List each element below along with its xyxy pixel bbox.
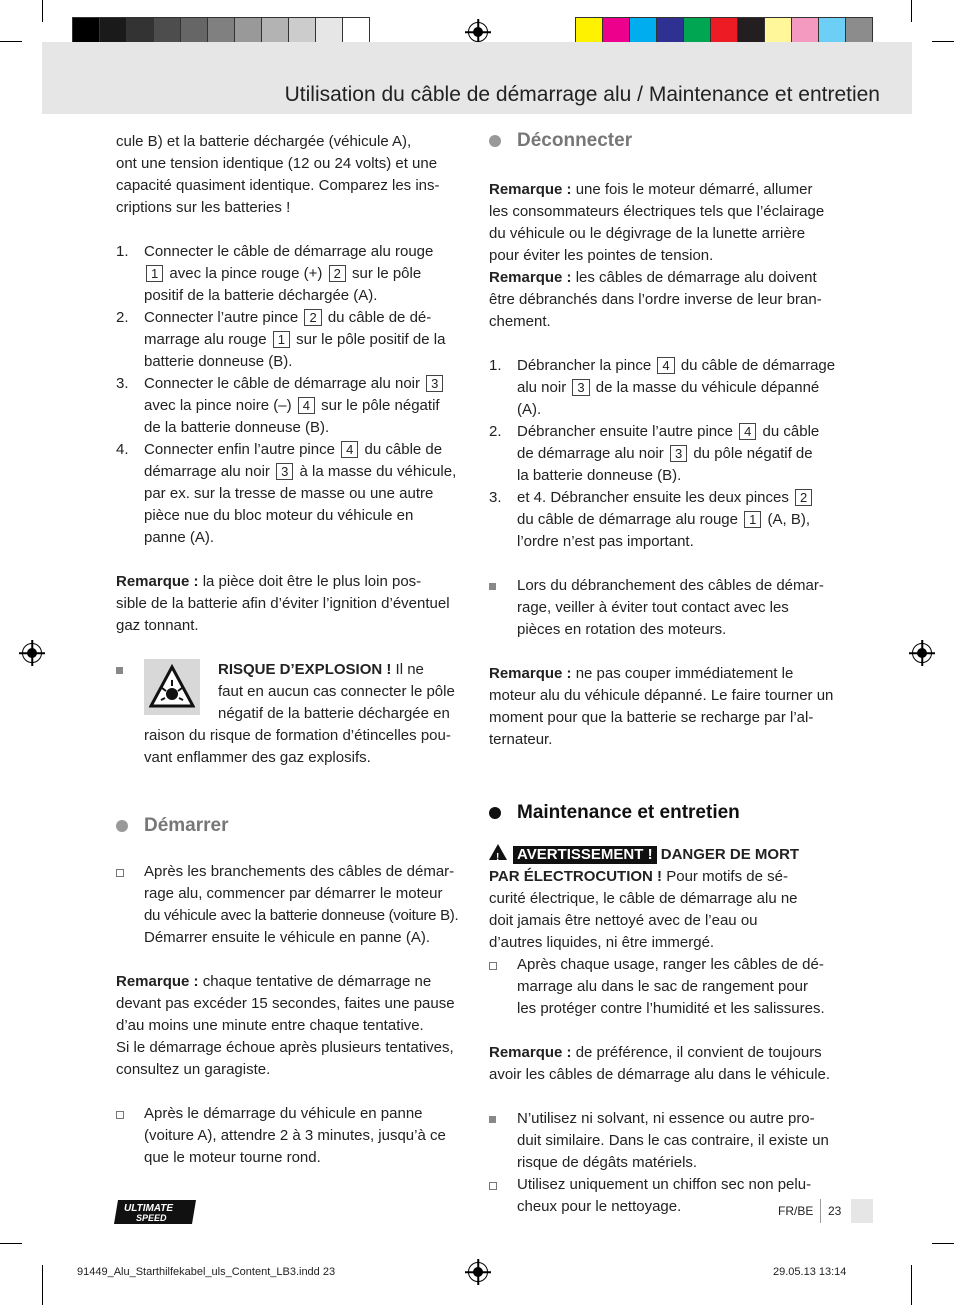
part-reference-box: 3 bbox=[276, 463, 293, 480]
text-line: Connecter l’autre pince 2 du câble de dé- bbox=[144, 309, 432, 326]
heading-dot-icon bbox=[489, 807, 501, 819]
explosion-hazard-icon bbox=[144, 659, 200, 715]
bullet-square-icon bbox=[489, 1116, 496, 1123]
part-reference-box: 2 bbox=[304, 309, 321, 326]
page-tab bbox=[851, 1199, 873, 1223]
list-number: 3. bbox=[489, 489, 502, 506]
page-number: 23 bbox=[828, 1204, 842, 1218]
list-number: 2. bbox=[116, 309, 129, 326]
text-line: positif de la batterie déchargée (A). bbox=[144, 287, 378, 304]
heading-dot-icon bbox=[489, 135, 501, 147]
list-item bbox=[489, 355, 841, 421]
text-line: alu noir 3 de la masse du véhicule dépanné (A). bbox=[517, 379, 820, 418]
registration-mark-icon bbox=[468, 22, 488, 42]
checkbox-square-icon bbox=[489, 962, 497, 970]
list-item bbox=[489, 487, 841, 553]
left-column bbox=[116, 131, 466, 1169]
text-line: avec la pince noire (–) 4 sur le pôle négatif bbox=[144, 397, 440, 414]
section-heading-demarrer: Démarrer bbox=[116, 813, 466, 839]
registration-mark-icon bbox=[22, 643, 42, 663]
registration-mark-icon bbox=[912, 643, 932, 663]
text-line: capacité quasiment identique. Comparez les ins- bbox=[116, 177, 440, 194]
language-code: FR/BE bbox=[778, 1204, 814, 1218]
list-item bbox=[116, 373, 466, 439]
text-line: criptions sur les batteries ! bbox=[116, 199, 291, 216]
part-reference-box: 2 bbox=[795, 489, 812, 506]
text-line: l’ordre n’est pas important. bbox=[517, 533, 694, 550]
note-paragraph: Remarque : une fois le moteur démarré, allumer les consommateurs électriques tels que l’éclairage du véhicule ou le dégivrage de la lunette arrière pour éviter les pointes de tension. bbox=[489, 181, 825, 264]
list-item: N’utilisez ni solvant, ni essence ou autre pro- duit similaire. Dans le cas contraire, il existe un risque de dégâts matériels. bbox=[489, 1108, 841, 1174]
note-paragraph: Remarque : ne pas couper immédiatement le moteur alu du véhicule dépanné. Le faire tourner un moment pour que la batterie se recharge par l’al- ternateur. bbox=[489, 665, 834, 748]
part-reference-box: 4 bbox=[341, 441, 358, 458]
list-item bbox=[116, 439, 466, 549]
section-heading-maintenance: Maintenance et entretien bbox=[489, 800, 841, 826]
text-line: du câble de démarrage alu rouge 1 (A, B), bbox=[517, 511, 811, 528]
list-item: Utilisez uniquement un chiffon sec non pelu- cheux pour le nettoyage. bbox=[489, 1174, 841, 1218]
part-reference-box: 4 bbox=[739, 423, 756, 440]
part-reference-box: 4 bbox=[298, 397, 315, 414]
bullet-square-icon bbox=[116, 667, 123, 674]
crop-mark bbox=[42, 0, 43, 22]
list-item bbox=[116, 241, 466, 307]
text-line: de la batterie donneuse (B). bbox=[144, 419, 330, 436]
list-number: 4. bbox=[116, 441, 129, 458]
text-line: panne (A). bbox=[144, 529, 215, 546]
file-name: 91449_Alu_Starthilfekabel_uls_Content_LB3.indd 23 bbox=[77, 1266, 336, 1278]
svg-text:SPEED: SPEED bbox=[136, 1213, 167, 1223]
part-reference-box: 1 bbox=[273, 331, 290, 348]
section-heading-deconnecter: Déconnecter bbox=[489, 128, 841, 154]
checkbox-square-icon bbox=[116, 869, 124, 877]
text-line: ont une tension identique (12 ou 24 volts) et une bbox=[116, 155, 438, 172]
text-line: cule B) et la batterie déchargée (véhicule A), bbox=[116, 133, 412, 150]
crop-mark bbox=[911, 1265, 912, 1305]
text-line: marrage alu rouge 1 sur le pôle positif de la bbox=[144, 331, 446, 348]
text-line: Débrancher la pince 4 du câble de démarrage bbox=[517, 357, 836, 374]
text-line: la batterie donneuse (B). bbox=[517, 467, 682, 484]
note-paragraph: Remarque : chaque tentative de démarrage ne devant pas excéder 15 secondes, faites une pause d’au moins une minute entre chaque tentative. Si le démarrage échoue après plusieurs tentatives, consultez un garagiste. bbox=[116, 973, 455, 1078]
crop-mark bbox=[0, 1243, 22, 1244]
heading-dot-icon bbox=[116, 820, 128, 832]
text-line: de démarrage alu noir 3 du pôle négatif de bbox=[517, 445, 813, 462]
explosion-warning: RISQUE D’EXPLOSION ! Il ne faut en aucun cas connecter le pôle négatif de la batterie déchargée en raison du risque de formation d’étincelles pou- vant enflammer des gaz explosifs. bbox=[116, 659, 466, 769]
disconnect-steps-list bbox=[489, 355, 841, 553]
print-date: 29.05.13 13:14 bbox=[773, 1266, 847, 1278]
list-number: 2. bbox=[489, 423, 502, 440]
list-number: 1. bbox=[116, 243, 129, 260]
text-line: Connecter le câble de démarrage alu noir 3 bbox=[144, 373, 466, 395]
brand-logo bbox=[112, 1198, 198, 1226]
text-line: démarrage alu noir 3 à la masse du véhicule, bbox=[144, 463, 457, 480]
text-line: Débrancher ensuite l’autre pince 4 du câble bbox=[517, 423, 820, 440]
list-item: Après chaque usage, ranger les câbles de dé- marrage alu dans le sac de rangement pour les protéger contre l’humidité et les salissures. bbox=[489, 954, 841, 1020]
right-column bbox=[489, 128, 841, 1218]
part-reference-box: 4 bbox=[657, 357, 674, 374]
part-reference-box: 3 bbox=[426, 375, 443, 392]
part-reference-box: 3 bbox=[572, 379, 589, 396]
part-reference-box: 3 bbox=[670, 445, 687, 462]
text-line: et 4. Débrancher ensuite les deux pinces 2 bbox=[517, 487, 841, 509]
crop-mark bbox=[932, 1243, 954, 1244]
checkbox-square-icon bbox=[489, 1182, 497, 1190]
svg-text:ULTIMATE: ULTIMATE bbox=[124, 1203, 174, 1214]
list-number: 1. bbox=[489, 357, 502, 374]
note-paragraph: Remarque : la pièce doit être le plus loin pos- sible de la batterie afin d’éviter l’ignition d’éventuel gaz tonnant. bbox=[116, 573, 450, 634]
list-number: 3. bbox=[116, 375, 129, 392]
footer-divider bbox=[820, 1199, 821, 1223]
part-reference-box: 1 bbox=[146, 265, 163, 282]
text-line: 1 avec la pince rouge (+) 2 sur le pôle bbox=[144, 263, 466, 285]
list-item: Après le démarrage du véhicule en panne (voiture A), attendre 2 à 3 minutes, jusqu’à ce que le moteur tourne rond. bbox=[116, 1103, 466, 1169]
text-line: Connecter le câble de démarrage alu rouge bbox=[144, 243, 434, 260]
connect-steps-list bbox=[116, 241, 466, 549]
list-item bbox=[489, 421, 841, 487]
warning-triangle-icon: ! bbox=[489, 844, 507, 860]
list-item bbox=[116, 307, 466, 373]
bullet-square-icon bbox=[489, 583, 496, 590]
crop-mark bbox=[911, 0, 912, 22]
warning-paragraph: ! AVERTISSEMENT ! DANGER DE MORT PAR ÉLECTROCUTION ! Pour motifs de sé- curité électrique, le câble de démarrage alu ne doit jamais être nettoyé avec de l’eau ou d’autres liquides, ni être immergé. bbox=[489, 846, 800, 951]
page-title: Utilisation du câble de démarrage alu / Maintenance et entretien bbox=[284, 83, 880, 106]
part-reference-box: 2 bbox=[329, 265, 346, 282]
text-line: batterie donneuse (B). bbox=[144, 353, 293, 370]
crop-mark bbox=[932, 41, 954, 42]
part-reference-box: 1 bbox=[744, 511, 761, 528]
crop-mark bbox=[42, 1265, 43, 1305]
list-item: Après les branchements des câbles de démar- rage alu, commencer par démarrer le moteur du véhicule avec la batterie donneuse (voiture B). Démarrer ensuite le véhicule en panne (A). bbox=[116, 861, 466, 949]
crop-mark bbox=[0, 41, 22, 42]
checkbox-square-icon bbox=[116, 1111, 124, 1119]
text-line: pièce nue du bloc moteur du véhicule en bbox=[144, 507, 414, 524]
note-paragraph: Remarque : de préférence, il convient de toujours avoir les câbles de démarrage alu dans le véhicule. bbox=[489, 1044, 831, 1083]
list-item: Lors du débranchement des câbles de démar- rage, veiller à éviter tout contact avec les pièces en rotation des moteurs. bbox=[489, 575, 841, 641]
intro-paragraph bbox=[116, 131, 466, 219]
note-paragraph: Remarque : les câbles de démarrage alu doivent être débranchés dans l’ordre inverse de leur bran- chement. bbox=[489, 269, 822, 330]
text-line: Connecter enfin l’autre pince 4 du câble de bbox=[144, 441, 443, 458]
text-line: par ex. sur la tresse de masse ou une autre bbox=[144, 485, 434, 502]
registration-mark-icon bbox=[468, 1262, 488, 1282]
